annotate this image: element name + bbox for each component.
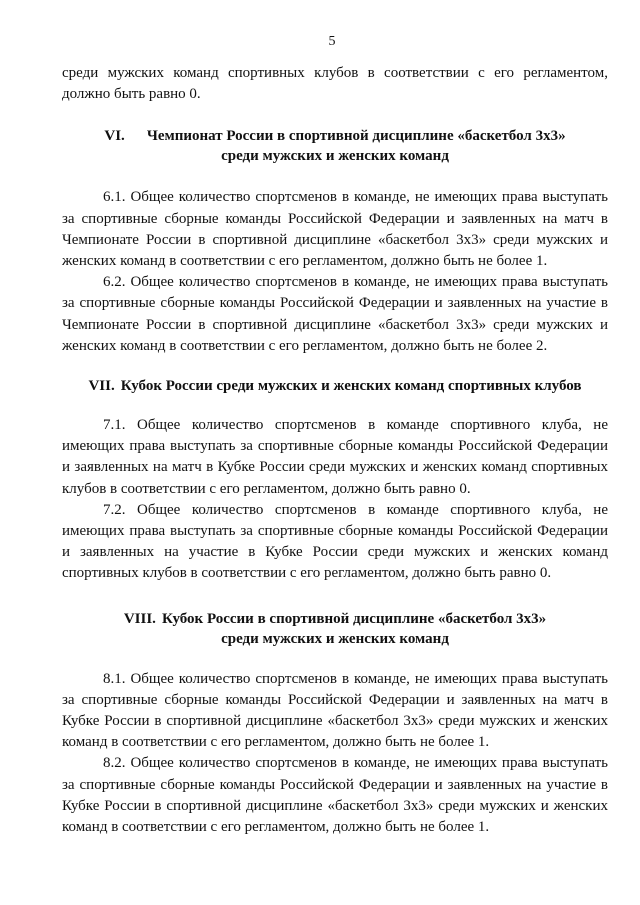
paragraph-7-1: 7.1. Общее количество спортсменов в команде спортивного клуба, не имеющих права выступать за спортивные сборные команды Российской Федерации и заявленных на матч в Кубке России среди мужских и женских команд спортивных клубов в соответствии с его регламентом, должно быть равно 0.	[62, 417, 608, 497]
section-heading-vii	[62, 376, 608, 396]
section-subtitle: среди мужских и женских команд	[221, 148, 449, 165]
section-title: Кубок России в спортивной дисциплине «баскетбол 3х3»	[161, 610, 547, 627]
page-number: 5	[328, 34, 336, 49]
section-heading-viii	[62, 609, 608, 649]
paragraph-8-1: 8.1. Общее количество спортсменов в команде, не имеющих права выступать за спортивные сборные команды Российской Федерации и заявленных на матч в Кубке России в спортивной дисциплине «баскетбол 3х3» среди мужских и женских команд в соответствии с его регламентом, должно быть не более 1.	[62, 670, 608, 751]
section-subtitle: среди мужских и женских команд	[221, 630, 449, 647]
document-body	[62, 63, 608, 838]
section-numeral: VIII.	[123, 610, 156, 627]
paragraph-6-2: 6.2. Общее количество спортсменов в команде, не имеющих права выступать за спортивные сборные команды Российской Федерации и заявленных на участие в Чемпионате России в спортивной дисциплине «баскетбол 3х3» среди мужских и женских команд в соответствии с его регламентом, должно быть не более 2.	[62, 274, 608, 354]
section-heading-vi	[62, 126, 608, 166]
section-title: Чемпионат России в спортивной дисциплине «баскетбол 3х3»	[146, 128, 566, 145]
paragraph-7-2: 7.2. Общее количество спортсменов в команде спортивного клуба, не имеющих права выступать за спортивные сборные команды Российской Федерации и заявленных на участие в Кубке России среди мужских и женских команд спортивных клубов в соответствии с его регламентом, должно быть равно 0.	[62, 501, 608, 582]
section-numeral: VI.	[104, 128, 125, 145]
paragraph-8-2: 8.2. Общее количество спортсменов в команде, не имеющих права выступать за спортивные сборные команды Российской Федерации и заявленных на участие в Кубке России в спортивной дисциплине «баскетбол 3х3» среди мужских и женских команд в соответствии с его регламентом, должно быть не более 1.	[62, 755, 608, 836]
intro-paragraph: среди мужских команд спортивных клубов в соответствии с его регламентом, должно быть равно 0.	[62, 65, 608, 103]
section-title: Кубок России среди мужских и женских команд спортивных клубов	[120, 378, 582, 395]
paragraph-6-1: 6.1. Общее количество спортсменов в команде, не имеющих права выступать за спортивные сборные команды Российской Федерации и заявленных на матч в Чемпионате России в спортивной дисциплине «баскетбол 3х3» среди мужских и женских команд в соответствии с его регламентом, должно быть не более 1.	[62, 189, 608, 270]
section-numeral: VII.	[88, 378, 115, 395]
